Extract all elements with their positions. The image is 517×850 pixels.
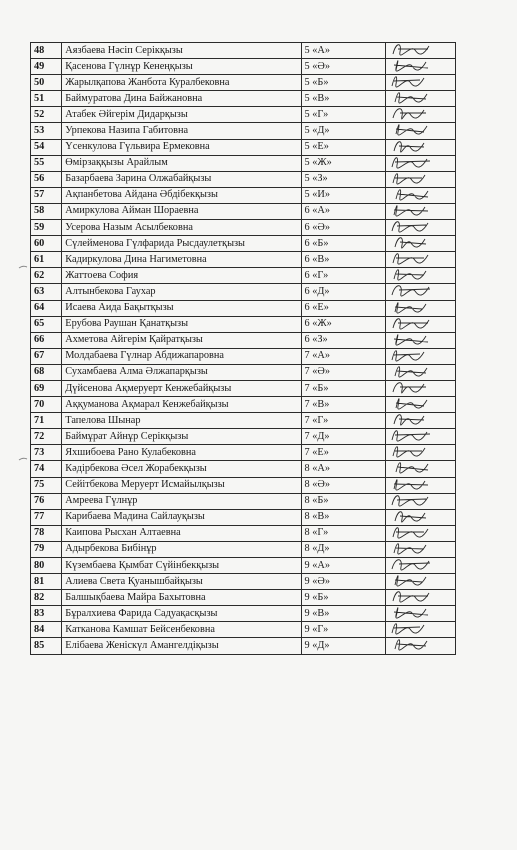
handwritten-signature-icon (388, 429, 446, 445)
table-row (31, 558, 456, 574)
row-number: 81 (31, 574, 62, 590)
person-name: Жаттоева София (62, 268, 301, 284)
person-name: Күзембаева Қымбат Сүйінбекқызы (62, 558, 301, 574)
handwritten-signature-icon (388, 155, 446, 171)
row-number: 84 (31, 622, 62, 638)
class-label: 5 «И» (301, 187, 386, 203)
row-number: 71 (31, 413, 62, 429)
row-number: 53 (31, 123, 62, 139)
person-name: Балшықбаева Майра Бахытовна (62, 590, 301, 606)
signature-cell (386, 413, 456, 429)
class-label: 8 «Б» (301, 493, 386, 509)
row-number: 65 (31, 316, 62, 332)
table-row (31, 606, 456, 622)
signature-cell (386, 574, 456, 590)
row-number: 73 (31, 445, 62, 461)
class-label: 7 «В» (301, 397, 386, 413)
row-number: 48 (31, 43, 62, 59)
signature-cell (386, 429, 456, 445)
person-name: Кәдірбекова Әсел Жорабекқызы (62, 461, 301, 477)
class-label: 8 «А» (301, 461, 386, 477)
person-name: Амреева Гүлнұр (62, 493, 301, 509)
class-label: 6 «Ә» (301, 220, 386, 236)
table-row (31, 91, 456, 107)
person-name: Тапелова Шынар (62, 413, 301, 429)
row-number: 56 (31, 171, 62, 187)
row-number: 75 (31, 477, 62, 493)
class-label: 6 «Г» (301, 268, 386, 284)
table-row (31, 590, 456, 606)
table-row (31, 187, 456, 203)
handwritten-signature-icon (388, 525, 446, 541)
signature-cell (386, 509, 456, 525)
person-name: Катканова Камшат Бейсенбековна (62, 622, 301, 638)
table-row (31, 380, 456, 396)
table-row (31, 622, 456, 638)
class-label: 5 «В» (301, 91, 386, 107)
punch-hole-icon (18, 258, 28, 263)
row-number: 61 (31, 252, 62, 268)
class-label: 6 «В» (301, 252, 386, 268)
row-number: 58 (31, 203, 62, 219)
person-name: Баймуратова Дина Байжановна (62, 91, 301, 107)
signature-cell (386, 155, 456, 171)
person-name: Амиркулова Айман Шораевна (62, 203, 301, 219)
row-number: 72 (31, 429, 62, 445)
class-label: 5 «Г» (301, 107, 386, 123)
person-name: Қасенова Гүлнұр Кенеңқызы (62, 59, 301, 75)
person-name: Сейітбекова Меруерт Исмайылқызы (62, 477, 301, 493)
person-name: Исаева Аида Бақытқызы (62, 300, 301, 316)
punch-hole-icon (18, 450, 28, 455)
table-row (31, 171, 456, 187)
signature-cell (386, 107, 456, 123)
row-number: 79 (31, 541, 62, 557)
signature-cell (386, 493, 456, 509)
table-row (31, 413, 456, 429)
row-number: 78 (31, 525, 62, 541)
class-label: 5 «З» (301, 171, 386, 187)
handwritten-signature-icon (388, 123, 446, 139)
class-label: 5 «Е» (301, 139, 386, 155)
row-number: 54 (31, 139, 62, 155)
person-name: Баймұрат Айнұр Серікқызы (62, 429, 301, 445)
row-number: 59 (31, 220, 62, 236)
person-name: Өмірзаққызы Арайлым (62, 155, 301, 171)
signature-cell (386, 187, 456, 203)
table-row (31, 493, 456, 509)
handwritten-signature-icon (388, 43, 446, 59)
handwritten-signature-icon (388, 139, 446, 155)
person-name: Аязбаева Нәсіп Серікқызы (62, 43, 301, 59)
class-label: 6 «Е» (301, 300, 386, 316)
row-number: 57 (31, 187, 62, 203)
row-number: 51 (31, 91, 62, 107)
handwritten-signature-icon (388, 203, 446, 219)
row-number: 83 (31, 606, 62, 622)
signature-cell (386, 348, 456, 364)
row-number: 62 (31, 268, 62, 284)
signature-cell (386, 252, 456, 268)
class-label: 5 «Ж» (301, 155, 386, 171)
class-label: 7 «Ә» (301, 364, 386, 380)
person-name: Каипова Рысхан Алтаевна (62, 525, 301, 541)
handwritten-signature-icon (388, 590, 446, 606)
table-row (31, 332, 456, 348)
class-label: 5 «Ә» (301, 59, 386, 75)
signature-cell (386, 75, 456, 91)
signature-cell (386, 461, 456, 477)
table-row (31, 220, 456, 236)
row-number: 67 (31, 348, 62, 364)
class-label: 8 «Д» (301, 541, 386, 557)
attendance-table (30, 42, 456, 655)
table-row (31, 155, 456, 171)
handwritten-signature-icon (388, 413, 446, 429)
class-label: 7 «Б» (301, 380, 386, 396)
handwritten-signature-icon (388, 397, 446, 413)
table-row (31, 139, 456, 155)
person-name: Үсенкулова Гүльвира Ермековна (62, 139, 301, 155)
handwritten-signature-icon (388, 348, 446, 364)
handwritten-signature-icon (388, 332, 446, 348)
signature-cell (386, 268, 456, 284)
class-label: 9 «Г» (301, 622, 386, 638)
handwritten-signature-icon (388, 236, 446, 252)
signature-cell (386, 203, 456, 219)
table-row (31, 123, 456, 139)
handwritten-signature-icon (388, 300, 446, 316)
class-label: 8 «Ә» (301, 477, 386, 493)
class-label: 9 «Ә» (301, 574, 386, 590)
row-number: 63 (31, 284, 62, 300)
row-number: 82 (31, 590, 62, 606)
handwritten-signature-icon (388, 638, 446, 654)
person-name: Атабек Әйгерім Дидарқызы (62, 107, 301, 123)
handwritten-signature-icon (388, 220, 446, 236)
class-label: 6 «Б» (301, 236, 386, 252)
table-row (31, 525, 456, 541)
person-name: Дүйсенова Ақмеруерт Кенжебайқызы (62, 380, 301, 396)
row-number: 80 (31, 558, 62, 574)
class-label: 6 «А» (301, 203, 386, 219)
handwritten-signature-icon (388, 574, 446, 590)
table-row (31, 43, 456, 59)
row-number: 70 (31, 397, 62, 413)
class-label: 7 «Е» (301, 445, 386, 461)
signature-cell (386, 477, 456, 493)
person-name: Кадиркулова Дина Нагиметовна (62, 252, 301, 268)
table-row (31, 284, 456, 300)
handwritten-signature-icon (388, 445, 446, 461)
row-number: 64 (31, 300, 62, 316)
signature-cell (386, 606, 456, 622)
row-number: 50 (31, 75, 62, 91)
row-number: 55 (31, 155, 62, 171)
table-row (31, 429, 456, 445)
class-label: 9 «Б» (301, 590, 386, 606)
handwritten-signature-icon (388, 461, 446, 477)
person-name: Елібаева Женіскүл Амангелдіқызы (62, 638, 301, 654)
signature-cell (386, 59, 456, 75)
row-number: 69 (31, 380, 62, 396)
table-row (31, 236, 456, 252)
table-row (31, 638, 456, 654)
table-row (31, 461, 456, 477)
class-label: 8 «Г» (301, 525, 386, 541)
row-number: 77 (31, 509, 62, 525)
table-row (31, 252, 456, 268)
handwritten-signature-icon (388, 493, 446, 509)
row-number: 85 (31, 638, 62, 654)
table-row (31, 300, 456, 316)
handwritten-signature-icon (388, 75, 446, 91)
table-row (31, 268, 456, 284)
signature-cell (386, 300, 456, 316)
person-name: Алтынбекова Гаухар (62, 284, 301, 300)
table-row (31, 445, 456, 461)
person-name: Сүлейменова Гүлфарида Рысдаулетқызы (62, 236, 301, 252)
handwritten-signature-icon (388, 91, 446, 107)
signature-cell (386, 316, 456, 332)
class-label: 9 «Д» (301, 638, 386, 654)
signature-cell (386, 380, 456, 396)
signature-cell (386, 445, 456, 461)
person-name: Молдабаева Гүлнар Абдижапаровна (62, 348, 301, 364)
signature-cell (386, 558, 456, 574)
row-number: 60 (31, 236, 62, 252)
person-name: Жарылқапова Жанбота Куралбековна (62, 75, 301, 91)
row-number: 52 (31, 107, 62, 123)
table-row (31, 75, 456, 91)
person-name: Карибаева Мадина Сайлауқызы (62, 509, 301, 525)
table-row (31, 59, 456, 75)
table-row (31, 364, 456, 380)
table-row (31, 574, 456, 590)
signature-cell (386, 220, 456, 236)
signature-cell (386, 364, 456, 380)
signature-cell (386, 525, 456, 541)
class-label: 7 «Г» (301, 413, 386, 429)
handwritten-signature-icon (388, 107, 446, 123)
person-name: Ақпанбетова Айдана Әбдібекқызы (62, 187, 301, 203)
signature-cell (386, 541, 456, 557)
table-row (31, 541, 456, 557)
class-label: 6 «З» (301, 332, 386, 348)
handwritten-signature-icon (388, 284, 446, 300)
class-label: 6 «Д» (301, 284, 386, 300)
row-number: 66 (31, 332, 62, 348)
class-label: 5 «Д» (301, 123, 386, 139)
table-row (31, 397, 456, 413)
person-name: Адырбекова Бибінұр (62, 541, 301, 557)
class-label: 6 «Ж» (301, 316, 386, 332)
signature-cell (386, 638, 456, 654)
person-name: Базарбаева Зарина Олжабайқызы (62, 171, 301, 187)
handwritten-signature-icon (388, 622, 446, 638)
person-name: Яхшибоева Рано Кулабековна (62, 445, 301, 461)
handwritten-signature-icon (388, 171, 446, 187)
handwritten-signature-icon (388, 316, 446, 332)
class-label: 8 «В» (301, 509, 386, 525)
signature-cell (386, 590, 456, 606)
signature-cell (386, 622, 456, 638)
signature-cell (386, 171, 456, 187)
handwritten-signature-icon (388, 380, 446, 396)
handwritten-signature-icon (388, 252, 446, 268)
person-name: Ерубова Раушан Қанатқызы (62, 316, 301, 332)
table-row (31, 348, 456, 364)
signature-cell (386, 332, 456, 348)
signature-cell (386, 91, 456, 107)
class-label: 7 «А» (301, 348, 386, 364)
person-name: Бұралхиева Фарида Садуақасқызы (62, 606, 301, 622)
handwritten-signature-icon (388, 509, 446, 525)
row-number: 68 (31, 364, 62, 380)
class-label: 7 «Д» (301, 429, 386, 445)
signature-cell (386, 236, 456, 252)
class-label: 5 «А» (301, 43, 386, 59)
handwritten-signature-icon (388, 558, 446, 574)
handwritten-signature-icon (388, 606, 446, 622)
signature-cell (386, 397, 456, 413)
signature-cell (386, 139, 456, 155)
handwritten-signature-icon (388, 541, 446, 557)
signature-cell (386, 123, 456, 139)
person-name: Аққуманова Ақмарал Кенжебайқызы (62, 397, 301, 413)
attendance-table-body (31, 43, 456, 655)
table-row (31, 509, 456, 525)
person-name: Алиева Света Қуанышбайқызы (62, 574, 301, 590)
signature-cell (386, 284, 456, 300)
person-name: Урпекова Назипа Габитовна (62, 123, 301, 139)
table-row (31, 107, 456, 123)
table-row (31, 316, 456, 332)
handwritten-signature-icon (388, 364, 446, 380)
signature-cell (386, 43, 456, 59)
table-row (31, 203, 456, 219)
person-name: Ахметова Айгерім Қайратқызы (62, 332, 301, 348)
person-name: Усерова Назым Асылбековна (62, 220, 301, 236)
class-label: 5 «Б» (301, 75, 386, 91)
handwritten-signature-icon (388, 187, 446, 203)
class-label: 9 «А» (301, 558, 386, 574)
row-number: 76 (31, 493, 62, 509)
table-row (31, 477, 456, 493)
handwritten-signature-icon (388, 477, 446, 493)
handwritten-signature-icon (388, 59, 446, 75)
row-number: 74 (31, 461, 62, 477)
person-name: Сухамбаева Алма Әлжапарқызы (62, 364, 301, 380)
row-number: 49 (31, 59, 62, 75)
handwritten-signature-icon (388, 268, 446, 284)
class-label: 9 «В» (301, 606, 386, 622)
